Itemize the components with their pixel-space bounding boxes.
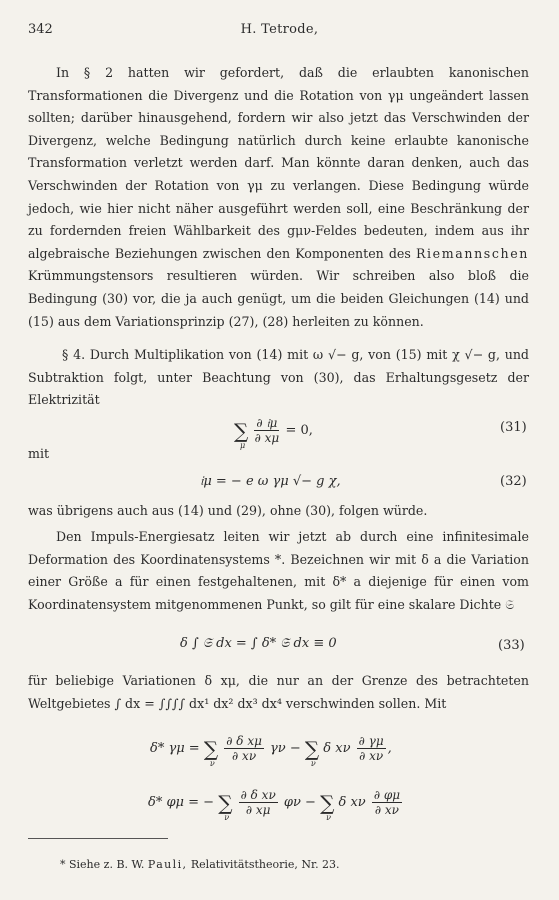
term-tail: φν − bbox=[283, 795, 316, 810]
fraction-denominator: ∂ xμ bbox=[245, 803, 271, 817]
sum-symbol: ∑ μ bbox=[234, 418, 249, 450]
equation-delta-phi bbox=[148, 788, 404, 822]
sum-index: ν bbox=[224, 812, 230, 822]
sum-index: ν bbox=[310, 758, 316, 768]
paragraph-4-text: Den Impuls-Energiesatz leiten wir jetzt ab durch eine infinitesimale Deformation des Koordinatensystems *. Bezeichnen wir mit δ a die Variation einer Größe a für einen festgehaltenen, mit δ* a diejenige für einen vom Koordinatensystem mitgenommenen Punkt, so gilt für eine skalare Dichte 𝔖 bbox=[28, 529, 529, 612]
paragraph-5 bbox=[28, 670, 529, 715]
equation-32: 𝔦μ = − e ω γμ √− g χ, bbox=[200, 474, 341, 489]
running-title: H. Tetrode, bbox=[240, 22, 319, 37]
equation-lhs: δ* φμ = − bbox=[148, 795, 215, 810]
paragraph-1 bbox=[28, 62, 529, 333]
fraction-numerator: ∂ γμ bbox=[358, 734, 384, 748]
term-middle: δ xν bbox=[338, 795, 366, 810]
equation-lhs: δ* γμ = bbox=[150, 741, 200, 756]
fraction-denominator: ∂ xν bbox=[359, 749, 384, 763]
fraction-numerator: ∂ φμ bbox=[373, 788, 401, 802]
fraction-denominator: ∂ xν bbox=[374, 803, 399, 817]
paragraph-3 bbox=[28, 500, 529, 523]
sum-symbol: ∑ ν bbox=[218, 790, 233, 822]
sum-index: ν bbox=[326, 812, 331, 822]
fraction-numerator: ∂ δ xν bbox=[240, 788, 276, 802]
paragraph-3-text: was übrigens auch aus (14) und (29), ohne (30), folgen würde. bbox=[28, 503, 428, 518]
term-tail: γν − bbox=[270, 741, 301, 756]
fraction-denominator: ∂ xμ bbox=[254, 431, 280, 445]
sum-index: μ bbox=[240, 440, 246, 450]
paragraph-2 bbox=[28, 344, 529, 412]
paragraph-5-text: für beliebige Variationen δ xμ, die nur an der Grenze des betrachteten Weltgebietes ∫ dx = ∫∫∫∫ dx¹ dx² dx³ dx⁴ verschwinden sollen. Mit bbox=[28, 673, 529, 711]
paragraph-1-text: In § 2 hatten wir gefordert, daß die erlaubten kanonischen Transformationen die Divergenz und die Rotation von γμ ungeändert lassen sollten; darüber hinausgehend, fordern wir also jetzt das Verschwinden der Divergenz, welche Bedingung natürlich durch keine erlaubte kanonische Transformation verletzt werden darf. Man könnte daran denken, auch das Verschwinden der Rotation von γμ zu verlangen. Diese Bedingung würde jedoch, wie hier nicht näher ausgeführt werden soll, eine Beschränkung der zu fordernden freien Wählbarkeit des gμν-Feldes bedeuten, indem aus ihr algebraische Beziehungen zwischen den Komponenten des bbox=[28, 65, 529, 261]
footnote-rest: Relativitätstheorie, Nr. 23. bbox=[190, 858, 340, 871]
fraction bbox=[357, 734, 386, 763]
equation-rhs: = 0, bbox=[285, 423, 313, 438]
footnote-rule bbox=[28, 838, 168, 839]
equation-31 bbox=[234, 416, 313, 450]
sum-symbol: ∑ ν bbox=[320, 790, 335, 822]
equation-number-31: (31) bbox=[500, 420, 527, 435]
fraction bbox=[239, 788, 278, 817]
page-number: 342 bbox=[28, 22, 53, 37]
sum-symbol: ∑ ν bbox=[304, 736, 320, 768]
paragraph-2-text: § 4. Durch Multiplikation von (14) mit ω √− g, von (15) mit χ √− g, und Subtraktion folgt, unter Beachtung von (30), das Erhaltungsgesetz der Elektrizität bbox=[28, 347, 529, 408]
equation-33: δ ∫ 𝔖 dx = ∫ δ* 𝔖 dx ≡ 0 bbox=[180, 636, 337, 651]
equation-number-32: (32) bbox=[500, 474, 527, 489]
mit-label: mit bbox=[28, 446, 50, 461]
paragraph-1-end: Krümmungstensors resultieren würden. Wir schreiben also bloß die Bedingung (30) vor, die ja auch genügt, um die beiden Gleichungen (14) und (15) aus dem Variationsprinzip (27), (28) herleiten zu können. bbox=[28, 268, 529, 329]
footnote bbox=[60, 858, 340, 871]
fraction bbox=[372, 788, 402, 817]
paragraph-4 bbox=[28, 526, 529, 616]
sum-symbol: ∑ ν bbox=[203, 736, 219, 768]
fraction-numerator: ∂ 𝔦μ bbox=[256, 416, 278, 430]
page-header bbox=[28, 22, 531, 42]
term-tail: , bbox=[387, 741, 392, 756]
fraction-denominator: ∂ xν bbox=[232, 749, 257, 763]
term-middle: δ xν bbox=[323, 741, 351, 756]
sum-index: ν bbox=[209, 758, 215, 768]
fraction bbox=[224, 734, 264, 763]
footnote-prefix: * Siehe z. B. W. bbox=[60, 858, 145, 871]
footnote-author: Pauli, bbox=[147, 858, 188, 871]
fraction bbox=[254, 416, 279, 445]
equation-number-33: (33) bbox=[498, 638, 525, 653]
equation-delta-gamma bbox=[150, 734, 392, 768]
riemann-name: Riemannschen bbox=[415, 245, 529, 261]
fraction-numerator: ∂ δ xμ bbox=[226, 734, 262, 748]
